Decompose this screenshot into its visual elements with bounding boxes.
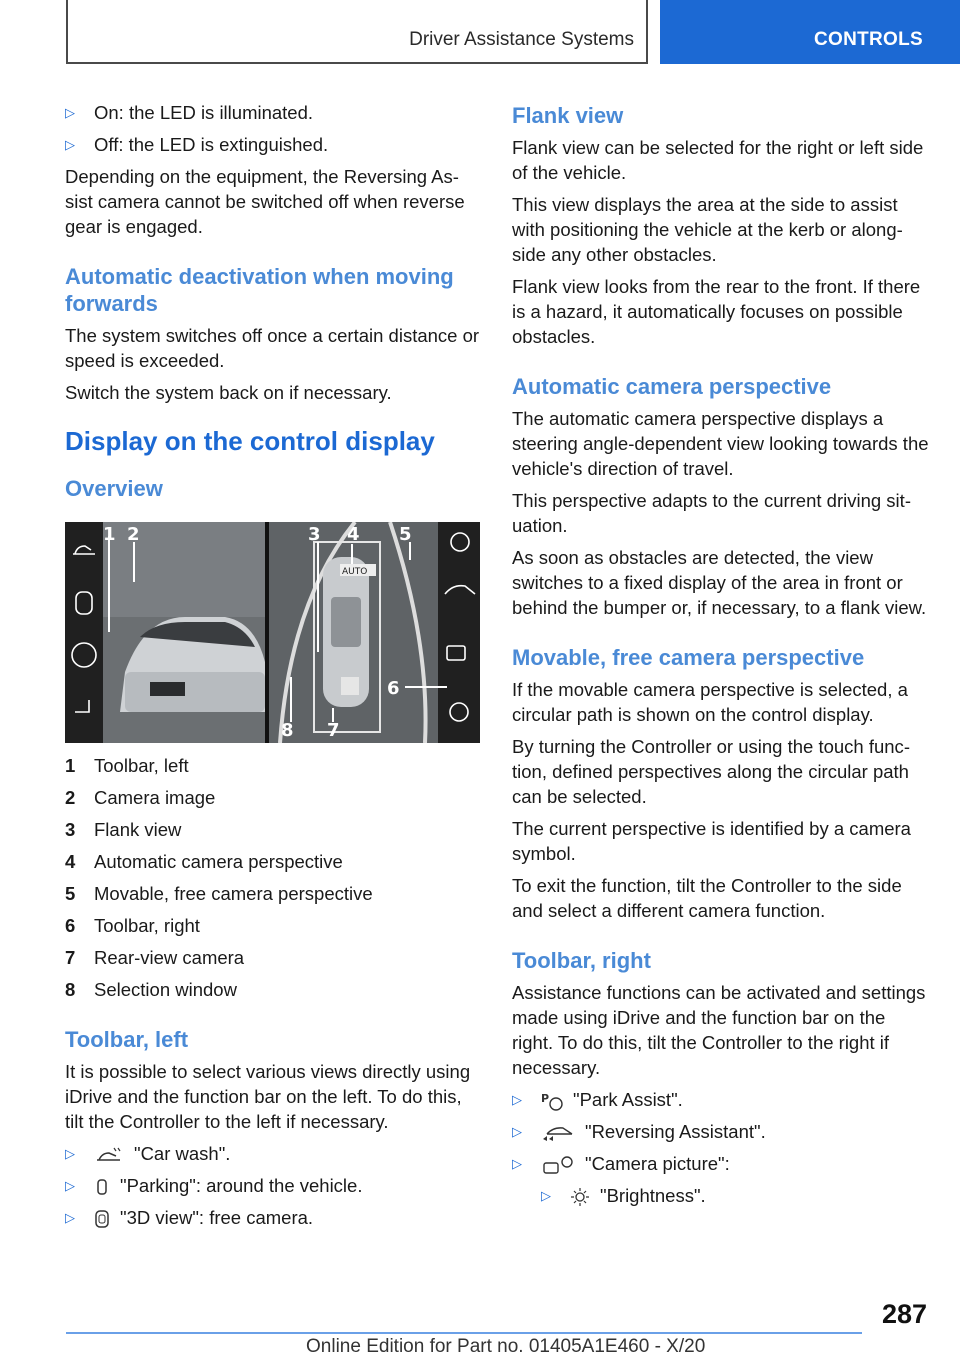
chapter-title: CONTROLS (814, 29, 924, 50)
callout-2: 2 (127, 524, 140, 545)
bullet-item: ▷ "Camera picture": (512, 1151, 930, 1176)
bullet-item: ▷ Off: the LED is extinguished. (65, 132, 480, 157)
paragraph: As soon as obstacles are detected, the view switches to a fixed display of the area in front or behind the bumper or, if necessary, to a flank view. (512, 547, 927, 618)
section-title: Driver Assistance Systems (409, 29, 634, 50)
paragraph: It is possible to select various views directly using iDrive and the function bar on the left. To do this, tilt the Controller to the left if necessary. (65, 1061, 471, 1132)
callout-5: 5 (399, 524, 412, 545)
legend-item: 7 Rear-view camera (65, 947, 245, 968)
heading-display: Display on the control display (65, 426, 435, 456)
legend-item: 2 Camera image (65, 787, 216, 808)
paragraph: If the movable camera perspective is selected, a circular path is shown on the control display. (512, 679, 908, 725)
bullet-item: ▷ "Parking": around the vehicle. (65, 1173, 480, 1198)
heading-toolbar-right: Toolbar, right (512, 948, 651, 973)
bullet-item: ▷ P "Park Assist". (512, 1087, 930, 1112)
paragraph: Assistance functions can be activated and settings made using iDrive and the function bar on the right. To do this, tilt the Controller to the right if necessary. (512, 982, 926, 1078)
legend-item: 3 Flank view (65, 819, 182, 840)
car-wash-icon (94, 1146, 124, 1164)
legend-item: 4 Automatic camera perspective (65, 851, 343, 872)
paragraph: Switch the system back on if necessary. (65, 382, 392, 403)
reversing-assistant-icon (541, 1124, 575, 1142)
callout-7: 7 (327, 720, 340, 741)
bullet-item: ▷ On: the LED is illuminated. (65, 100, 480, 125)
right-column (512, 100, 930, 1215)
figure-graphic (65, 522, 480, 743)
camera-picture-icon (541, 1154, 575, 1176)
parking-icon (94, 1177, 110, 1197)
heading-toolbar-left: Toolbar, left (65, 1027, 189, 1052)
paragraph: This perspective adapts to the current driving situation. (512, 490, 911, 536)
chapter-tab (660, 0, 960, 64)
heading-auto-deactivation: Automatic deactivation when moving forwards (65, 264, 454, 316)
camera-display-figure (65, 522, 480, 743)
left-column (65, 100, 480, 1237)
running-header (66, 0, 648, 64)
paragraph: To exit the function, tilt the Controller to the side and select a different camera function. (512, 875, 902, 921)
callout-3: 3 (308, 524, 321, 545)
callout-8: 8 (281, 720, 294, 741)
callout-1: 1 (103, 524, 116, 545)
legend-item: 8 Selection window (65, 979, 237, 1000)
paragraph: The automatic camera perspective displays a steering angle-dependent view looking towards the vehicle's direction of travel. (512, 408, 929, 479)
legend-item: 6 Toolbar, right (65, 915, 200, 936)
heading-overview: Overview (65, 476, 163, 501)
figure-auto-label: AUTO (342, 567, 368, 577)
callout-6: 6 (387, 678, 400, 699)
callout-4: 4 (347, 524, 360, 545)
heading-movable-camera: Movable, free camera perspective (512, 645, 865, 670)
page-number: 287 (881, 1299, 927, 1329)
paragraph: Flank view looks from the rear to the front. If there is a hazard, it automatically focuses on possible obstacles. (512, 276, 921, 347)
brightness-icon (570, 1187, 590, 1207)
bullet-item: ▷ "Car wash". (65, 1141, 480, 1166)
edition-line: Online Edition for Part no. 01405A1E460 - X/20 (306, 1336, 706, 1357)
bullet-item: ▷ "3D view": free camera. (65, 1205, 480, 1230)
bullet-item: ▷ "Reversing Assistant". (512, 1119, 930, 1144)
svg-text:P: ▷ P (541, 1092, 550, 1106)
paragraph: Depending on the equipment, the Reversing Assist camera cannot be switched off when reverse gear is engaged. (65, 166, 465, 237)
paragraph: The current perspective is identified by a camera symbol. (512, 818, 911, 864)
paragraph: The system switches off once a certain distance or speed is exceeded. (65, 325, 480, 371)
legend-item: 5 Movable, free camera perspective (65, 883, 373, 904)
legend-item: 1 Toolbar, left (65, 755, 189, 776)
paragraph: Flank view can be selected for the right or left side of the vehicle. (512, 137, 924, 183)
footer-rule (66, 1332, 862, 1334)
paragraph: This view displays the area at the side to assist with positioning the vehicle at the kerb or alongside any other obstacles. (512, 194, 903, 265)
paragraph: By turning the Controller or using the touch function, defined perspectives along the circular path can be selected. (512, 736, 910, 807)
heading-automatic-camera: Automatic camera perspective (512, 374, 832, 399)
3d-view-icon (94, 1209, 110, 1229)
park-assist-icon (541, 1091, 563, 1111)
heading-flank-view: Flank view (512, 103, 624, 128)
bullet-subitem: ▷ "Brightness". (541, 1183, 930, 1208)
